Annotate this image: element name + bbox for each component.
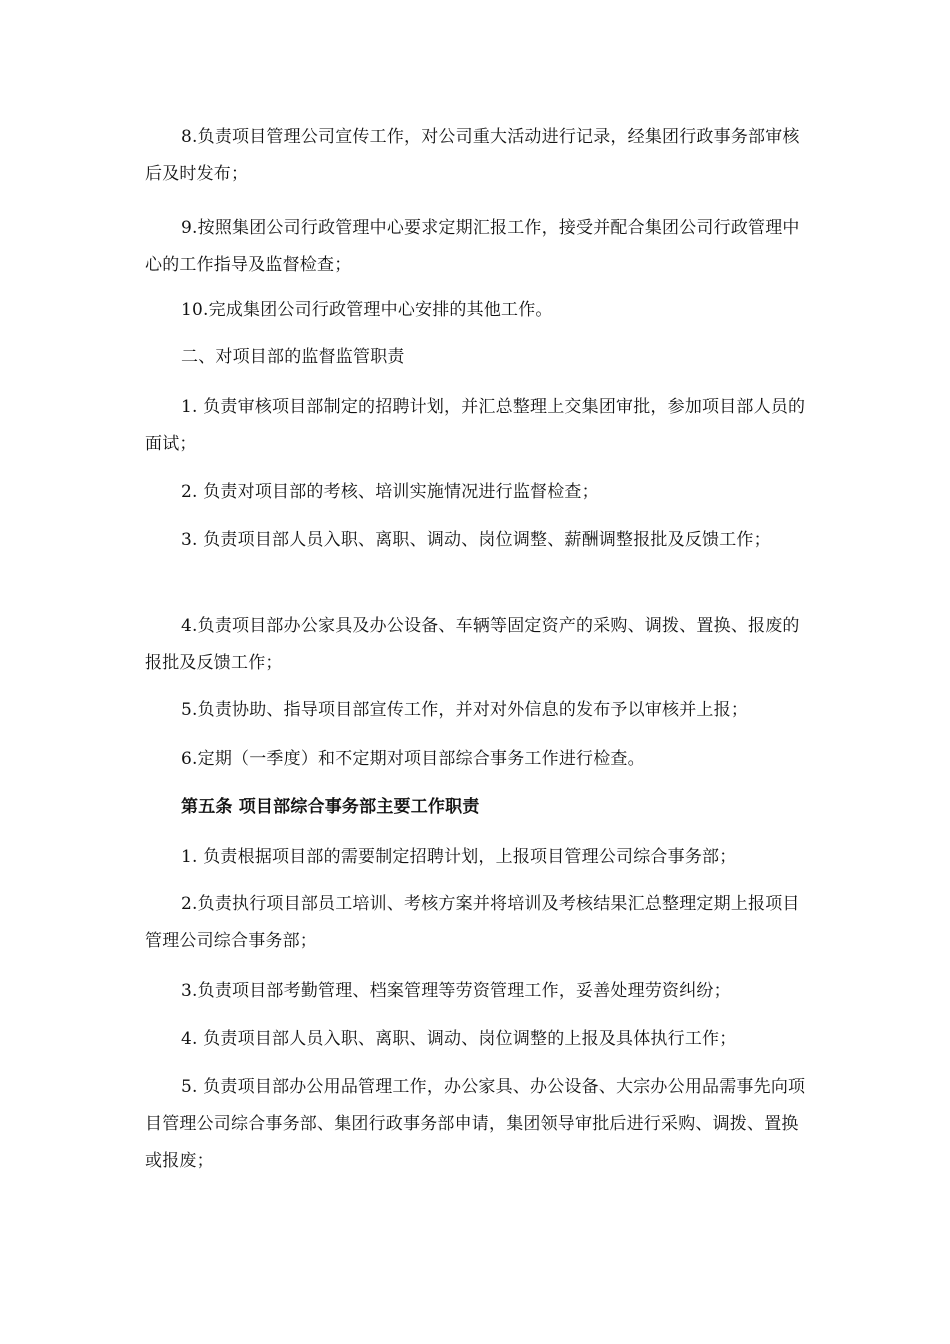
- paragraph-supervision-1: 1. 负责审核项目部制定的招聘计划，并汇总整理上交集团审批，参加项目部人员的面试；: [145, 397, 806, 454]
- paragraph-article5-3: 3.负责项目部考勤管理、档案管理等劳资管理工作，妥善处理劳资纠纷；: [181, 981, 731, 1001]
- paragraph-supervision-3: 3. 负责项目部人员入职、离职、调动、岗位调整、薪酬调整报批及反馈工作；: [181, 530, 771, 550]
- paragraph-item-9: 9.按照集团公司行政管理中心要求定期汇报工作，接受并配合集团公司行政管理中心的工作指导及监督检查；: [145, 218, 800, 275]
- paragraph-item-8: 8.负责项目管理公司宣传工作，对公司重大活动进行记录，经集团行政事务部审核后及时发布；: [145, 127, 800, 184]
- paragraph-supervision-6: 6.定期（一季度）和不定期对项目部综合事务工作进行检查。: [181, 749, 645, 769]
- article-five-heading: 第五条 项目部综合事务部主要工作职责: [181, 797, 480, 817]
- paragraph-article5-1: 1. 负责根据项目部的需要制定招聘计划，上报项目管理公司综合事务部；: [181, 847, 737, 867]
- paragraph-supervision-5: 5.负责协助、指导项目部宣传工作，并对对外信息的发布予以审核并上报；: [181, 700, 749, 720]
- paragraph-item-10: 10.完成集团公司行政管理中心安排的其他工作。: [181, 300, 553, 320]
- section-heading-supervision: 二、对项目部的监督监管职责: [181, 347, 405, 367]
- paragraph-article5-5: 5. 负责项目部办公用品管理工作，办公家具、办公设备、大宗办公用品需事先向项目管理公司综合事务部、集团行政事务部申请，集团领导审批后进行采购、调拨、置换或报废；: [145, 1077, 806, 1171]
- paragraph-article5-4: 4. 负责项目部人员入职、离职、调动、岗位调整的上报及具体执行工作；: [181, 1029, 737, 1049]
- paragraph-article5-2: 2.负责执行项目部员工培训、考核方案并将培训及考核结果汇总整理定期上报项目管理公司综合事务部；: [145, 894, 800, 951]
- paragraph-supervision-4: 4.负责项目部办公家具及办公设备、车辆等固定资产的采购、调拨、置换、报废的报批及反馈工作；: [145, 616, 800, 673]
- paragraph-supervision-2: 2. 负责对项目部的考核、培训实施情况进行监督检查；: [181, 482, 599, 502]
